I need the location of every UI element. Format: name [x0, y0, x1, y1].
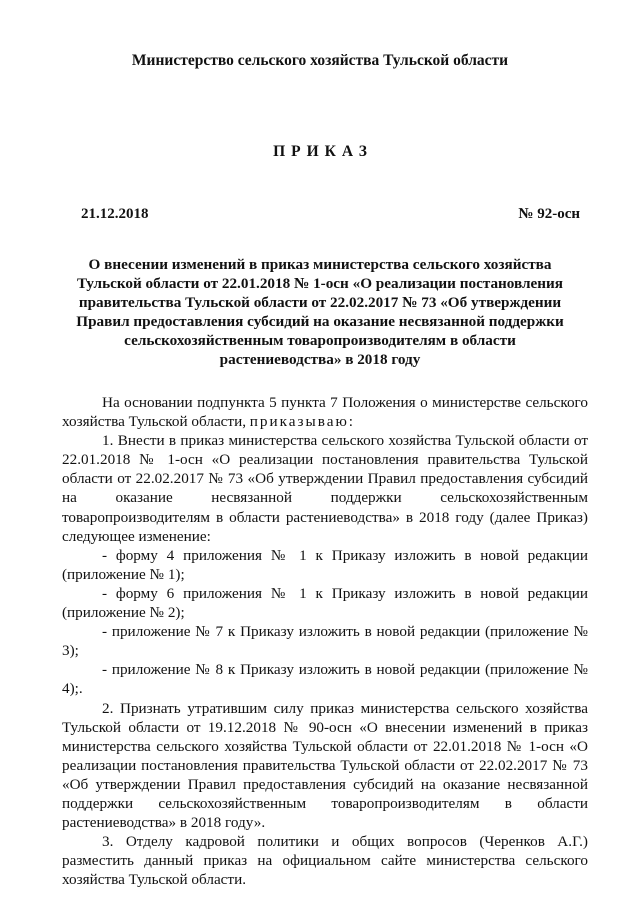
order-subject-heading	[64, 255, 576, 369]
text-line: хозяйства Тульской области.	[62, 871, 246, 889]
text-line: следующее изменение:	[62, 527, 211, 545]
text-line: области от 22.02.2017 № 73 «Об утверждении Правил предоставления субсидий	[62, 470, 588, 488]
preamble-paragraph	[62, 393, 588, 431]
subject-line: сельскохозяйственным товаропроизводителям в области	[124, 332, 516, 349]
text-line: растениеводства» в 2018 году».	[62, 814, 266, 832]
document-type-title: ПРИКАЗ	[273, 143, 373, 160]
text-line: реализации постановления правительства Тульской области от 22.02.2017 № 73	[62, 756, 588, 774]
text-line: (приложение № 2);	[62, 604, 185, 622]
order-number: № 92-осн	[518, 206, 580, 222]
text-line: - форму 6 приложения № 1 к Приказу изложить в новой редакции	[102, 584, 588, 602]
text-line: - форму 4 приложения № 1 к Приказу изложить в новой редакции	[102, 546, 588, 564]
text-fragment: хозяйства Тульской области,	[62, 413, 246, 431]
text-line: 3);	[62, 642, 79, 660]
list-item-4	[62, 660, 588, 698]
subject-line: правительства Тульской области от 22.02.2017 № 73 «Об утверждении	[78, 294, 562, 311]
text-line: «Об утверждении Правил предоставления субсидий на оказание несвязанной	[62, 775, 588, 793]
text-line: поддержки сельскохозяйственным товаропроизводителям в области	[62, 794, 588, 812]
clause-3-paragraph	[62, 832, 588, 889]
text-line: министерства сельского хозяйства Тульской области от 22.01.2018 № 1-осн «О	[62, 737, 588, 755]
text-line: 4);.	[62, 680, 83, 698]
list-item-3	[62, 622, 588, 660]
text-line: 3. Отделу кадровой политики и общих вопросов (Черенков А.Г.)	[102, 833, 588, 851]
ministry-name: Министерство сельского хозяйства Тульской области	[131, 52, 509, 69]
subject-line: Тульской области от 22.01.2018 № 1-осн «О реализации постановления	[76, 275, 564, 292]
text-line: На основании подпункта 5 пункта 7 Положения о министерстве сельского	[102, 394, 588, 411]
subject-line: Правил предоставления субсидий на оказание несвязанной поддержки	[76, 313, 564, 330]
list-item-1	[62, 546, 588, 584]
text-line: товаропроизводителям в области растениеводства» в 2018 году (далее Приказ)	[62, 508, 588, 526]
clause-1-paragraph	[62, 431, 588, 546]
order-date: 21.12.2018	[81, 206, 149, 222]
list-item-2	[62, 584, 588, 622]
order-word: приказываю:	[249, 413, 356, 431]
order-body	[62, 393, 588, 889]
subject-line: О внесении изменений в приказ министерства сельского хозяйства	[88, 256, 552, 273]
text-line: - приложение № 8 к Приказу изложить в новой редакции (приложение №	[102, 661, 588, 679]
text-line: (приложение № 1);	[62, 565, 185, 583]
text-line: Тульской области от 19.12.2018 № 90-осн «О внесении изменений в приказ	[62, 718, 588, 736]
text-line: 2. Признать утратившим силу приказ министерства сельского хозяйства	[102, 699, 588, 717]
text-line: 1. Внести в приказ министерства сельского хозяйства Тульской области от	[102, 432, 588, 450]
text-line: - приложение № 7 к Приказу изложить в новой редакции (приложение №	[102, 623, 588, 641]
subject-line: растениеводства» в 2018 году	[219, 351, 421, 368]
clause-2-paragraph	[62, 699, 588, 833]
text-line: разместить данный приказ на официальном сайте министерства сельского	[62, 852, 588, 870]
text-line: 22.01.2018 № 1-осн «О реализации постановления правительства Тульской	[62, 451, 588, 469]
text-line	[62, 412, 588, 431]
text-line: на оказание несвязанной поддержки сельскохозяйственным	[62, 489, 588, 507]
